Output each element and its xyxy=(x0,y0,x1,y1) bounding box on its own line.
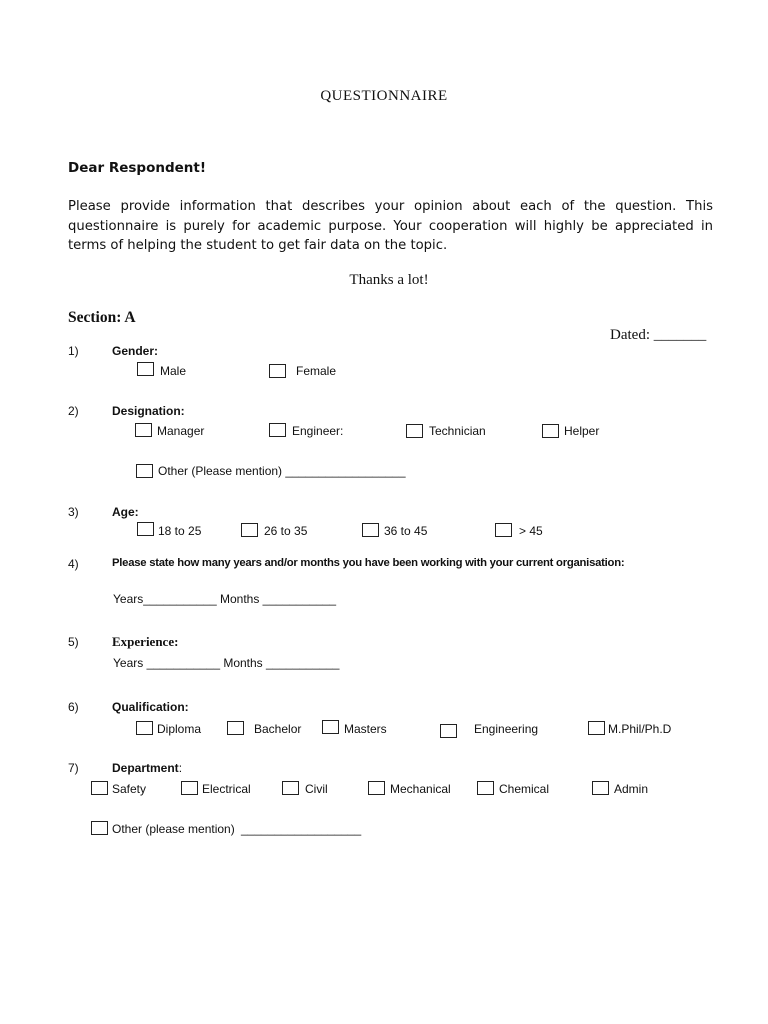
question-label-experience: Experience: xyxy=(112,634,179,649)
checkbox-safety[interactable] xyxy=(91,781,108,795)
checkbox-mphil-phd[interactable] xyxy=(588,721,605,735)
checkbox-age-18-25[interactable] xyxy=(137,522,154,536)
checkbox-male[interactable] xyxy=(137,362,154,376)
department-label-text: Department xyxy=(112,761,179,775)
question-label-tenure: Please state how many years and/or months you have been working with your current organisation: xyxy=(112,557,625,569)
question-label-qualification: Qualification: xyxy=(112,700,189,714)
checkbox-technician[interactable] xyxy=(406,424,423,438)
checkbox-masters[interactable] xyxy=(322,720,339,734)
department-label-colon: : xyxy=(178,761,183,775)
checkbox-female[interactable] xyxy=(269,364,286,378)
option-label-male: Male xyxy=(160,364,187,378)
question-label-department xyxy=(112,761,182,775)
option-label-technician: Technician xyxy=(429,424,486,438)
checkbox-chemical[interactable] xyxy=(477,781,494,795)
question-number: 2) xyxy=(68,404,79,418)
question-label-age: Age: xyxy=(112,505,139,519)
checkbox-age-over-45[interactable] xyxy=(495,523,512,537)
question-number: 1) xyxy=(68,344,79,358)
checkbox-bachelor[interactable] xyxy=(227,721,244,735)
option-label-other-department: Other (please mention) xyxy=(112,822,235,836)
section-heading: Section: A xyxy=(68,309,136,326)
option-label-engineer: Engineer: xyxy=(292,424,344,438)
option-label-engineering: Engineering xyxy=(474,722,539,736)
option-label-mphil-phd: M.Phil/Ph.D xyxy=(608,722,672,736)
option-label-electrical: Electrical xyxy=(202,782,251,796)
question-label-designation: Designation: xyxy=(112,404,185,418)
option-label-age-18-25: 18 to 25 xyxy=(158,524,202,538)
checkbox-age-36-45[interactable] xyxy=(362,523,379,537)
page-title: QUESTIONNAIRE xyxy=(320,88,448,104)
tenure-answer-field[interactable]: Years___________ Months ___________ xyxy=(113,592,337,606)
other-department-input-line[interactable]: __________________ xyxy=(241,822,362,836)
greeting: Dear Respondent! xyxy=(68,160,207,176)
checkbox-age-26-35[interactable] xyxy=(241,523,258,537)
dated-field[interactable]: Dated: _______ xyxy=(610,327,707,343)
checkbox-mechanical[interactable] xyxy=(368,781,385,795)
question-number: 7) xyxy=(68,761,79,775)
option-label-female: Female xyxy=(296,364,337,378)
option-label-mechanical: Mechanical xyxy=(390,782,451,796)
question-number: 6) xyxy=(68,700,79,714)
intro-paragraph: Please provide information that describes your opinion about each of the question. This questionnaire is purely for academic purpose. Your cooperation will highly be appreciated in terms of helping the student to get fair data on the topic. xyxy=(68,199,713,253)
question-number: 3) xyxy=(68,505,79,519)
option-label-age-36-45: 36 to 45 xyxy=(384,524,428,538)
question-number: 4) xyxy=(68,557,79,571)
option-label-bachelor: Bachelor xyxy=(254,722,302,736)
option-label-civil: Civil xyxy=(305,782,328,796)
option-label-age-26-35: 26 to 35 xyxy=(264,524,308,538)
experience-answer-field[interactable]: Years ___________ Months ___________ xyxy=(113,656,340,670)
checkbox-engineer[interactable] xyxy=(269,423,286,437)
option-label-safety: Safety xyxy=(112,782,147,796)
option-label-other-designation[interactable]: Other (Please mention) __________________ xyxy=(158,464,406,478)
question-label-gender: Gender: xyxy=(112,344,159,358)
option-label-diploma: Diploma xyxy=(157,722,202,736)
option-label-helper: Helper xyxy=(564,424,600,438)
checkbox-manager[interactable] xyxy=(135,423,152,437)
option-label-chemical: Chemical xyxy=(499,782,550,796)
checkbox-diploma[interactable] xyxy=(136,721,153,735)
checkbox-engineering[interactable] xyxy=(440,724,457,738)
checkbox-electrical[interactable] xyxy=(181,781,198,795)
checkbox-other-designation[interactable] xyxy=(136,464,153,478)
question-number: 5) xyxy=(68,635,79,649)
option-label-masters: Masters xyxy=(344,722,387,736)
option-label-manager: Manager xyxy=(157,424,205,438)
checkbox-civil[interactable] xyxy=(282,781,299,795)
checkbox-helper[interactable] xyxy=(542,424,559,438)
checkbox-admin[interactable] xyxy=(592,781,609,795)
option-label-age-over-45: > 45 xyxy=(519,524,543,538)
thanks-line: Thanks a lot! xyxy=(349,272,429,288)
option-label-admin: Admin xyxy=(614,782,649,796)
checkbox-other-department[interactable] xyxy=(91,821,108,835)
